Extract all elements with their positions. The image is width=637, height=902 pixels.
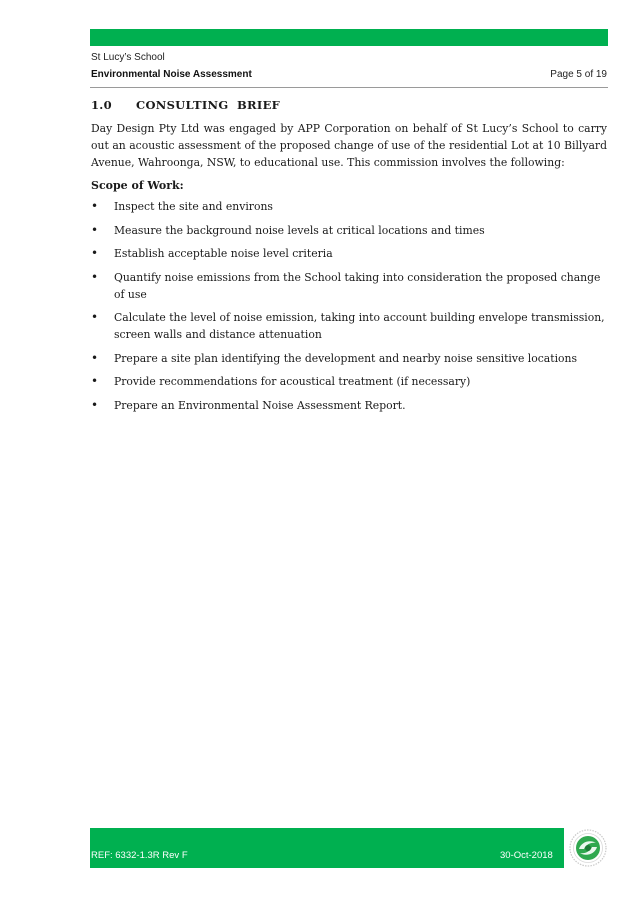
- page-content: [91, 98, 607, 420]
- list-item-text: Establish acceptable noise level criteria: [114, 247, 333, 260]
- list-item-text: Prepare an Environmental Noise Assessment Report.: [114, 398, 406, 412]
- list-item: [91, 373, 607, 390]
- list-item-text: Quantify noise emissions from the School taking into consideration the proposed change of use: [114, 270, 601, 301]
- intro-paragraph: Day Design Pty Ltd was engaged by APP Corporation on behalf of St Lucy’s School to carry out an acoustic assessment of the proposed change of use of the residential Lot at 10 Billyard Avenue, Wahroonga, NSW, to educational use. This commission involves the following:: [91, 122, 607, 169]
- company-logo-icon: [568, 828, 608, 868]
- list-item-text: Measure the background noise levels at critical locations and times: [114, 223, 485, 237]
- list-item: [91, 350, 607, 367]
- list-item-text: Prepare a site plan identifying the development and nearby noise sensitive locations: [114, 351, 578, 365]
- list-item-text: Calculate the level of noise emission, taking into account building envelope transmission, screen walls and distance attenuation: [114, 311, 605, 341]
- header-page-number: Page 5 of 19: [550, 69, 607, 80]
- section-heading: [91, 98, 607, 112]
- section-title: CONSULTING BRIEF: [136, 98, 281, 112]
- list-item: [91, 309, 607, 343]
- list-item: [91, 222, 607, 239]
- scope-list: [91, 198, 607, 414]
- header-divider: [90, 87, 608, 88]
- bullet-icon: •: [91, 350, 99, 365]
- list-item: [91, 397, 607, 414]
- bullet-icon: •: [91, 199, 99, 213]
- header-green-bar: [90, 29, 608, 46]
- list-item: [91, 245, 607, 262]
- footer-date: 30-Oct-2018: [500, 850, 553, 861]
- footer-green-bar: [90, 828, 564, 868]
- list-item-text: Provide recommendations for acoustical treatment (if necessary): [114, 375, 471, 388]
- bullet-icon: •: [91, 246, 99, 260]
- footer-reference: REF: 6332-1.3R Rev F: [91, 850, 188, 861]
- bullet-icon: •: [91, 269, 99, 284]
- bullet-icon: •: [91, 222, 99, 237]
- bullet-icon: •: [91, 374, 99, 388]
- list-item-text: Inspect the site and environs: [114, 200, 273, 213]
- scope-heading: Scope of Work:: [91, 179, 184, 192]
- list-item: [91, 269, 607, 303]
- bullet-icon: •: [91, 397, 99, 412]
- logo-graphic: [568, 828, 608, 868]
- section-number: 1.0: [91, 98, 112, 112]
- header-school-name: St Lucy’s School: [91, 52, 165, 63]
- bullet-icon: •: [91, 310, 99, 324]
- header-document-title: Environmental Noise Assessment: [91, 69, 252, 80]
- list-item: [91, 198, 607, 215]
